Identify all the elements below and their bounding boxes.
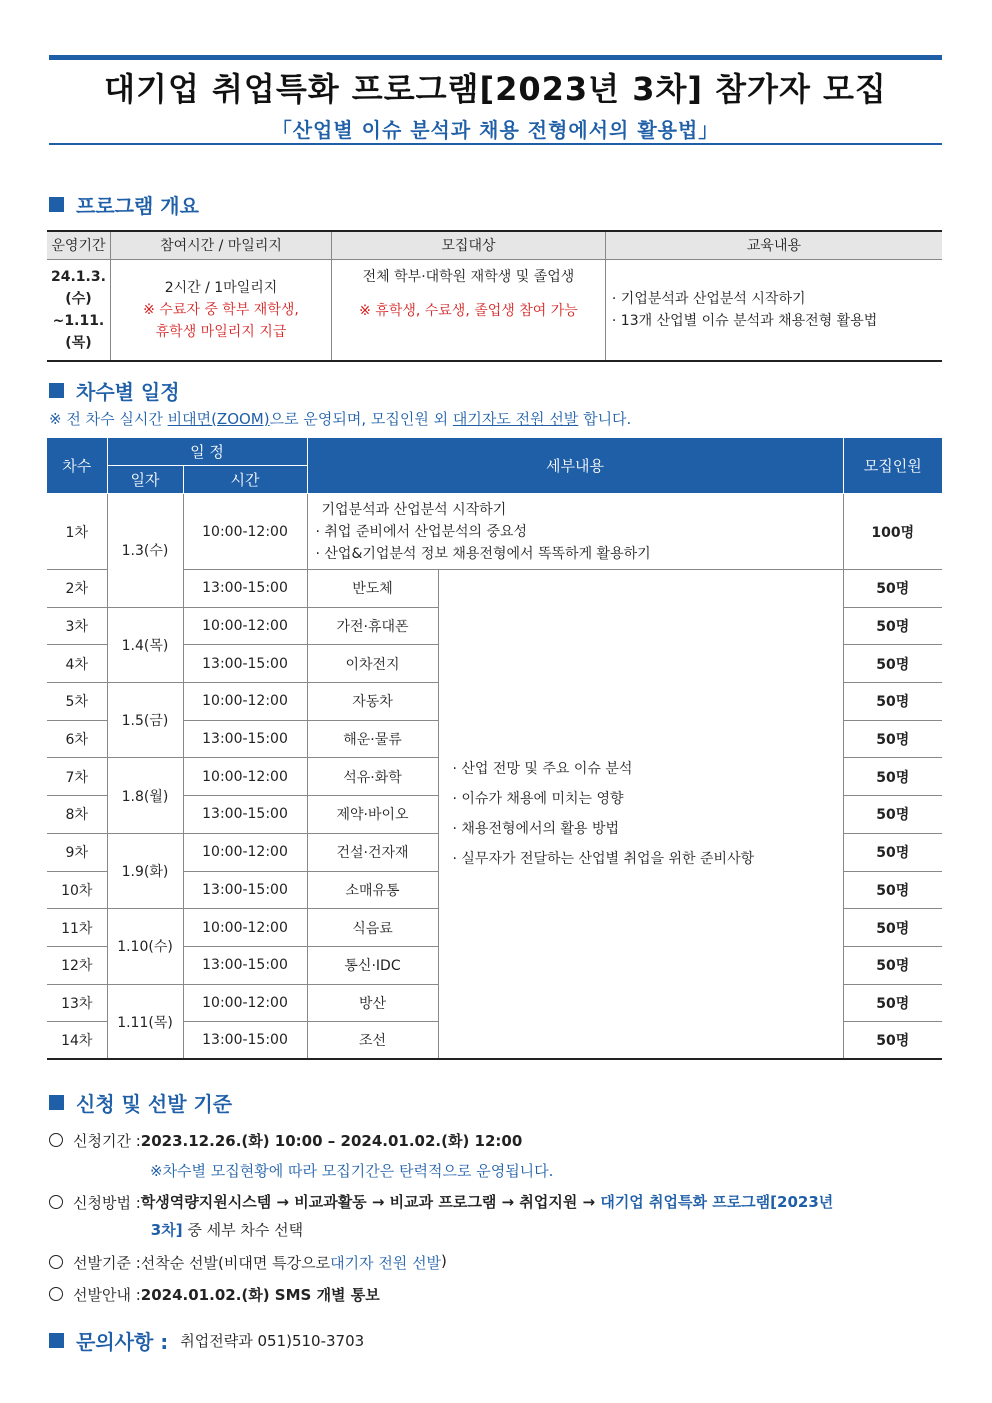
method-program-2: 3차] <box>150 1221 183 1239</box>
time-cell: 10:00-12:00 <box>183 607 307 645</box>
capacity-cell: 50명 <box>843 758 942 796</box>
topic-cell: 소매유통 <box>307 871 438 909</box>
overview-period <box>47 259 110 361</box>
overview-col-content: 교육내용 <box>605 231 942 259</box>
time-cell: 10:00-12:00 <box>183 984 307 1022</box>
application-period <box>49 1130 522 1151</box>
period-line1: 24.1.3.(수) <box>51 268 106 307</box>
col-capacity: 모집인원 <box>843 438 942 494</box>
industry-detail <box>438 570 843 1060</box>
topic-cell: 자동차 <box>307 683 438 721</box>
method-label: 신청방법 : <box>73 1194 141 1212</box>
round-cell: 4차 <box>47 645 107 683</box>
note-all: 대기자도 전원 선발 <box>452 410 579 428</box>
topic-cell: 가전·휴대폰 <box>307 607 438 645</box>
topic-cell: 반도체 <box>307 570 438 608</box>
schedule-heading-text: 차수별 일정 <box>76 380 180 404</box>
capacity-cell: 50명 <box>843 645 942 683</box>
time-mileage: 2시간 / 1마일리지 <box>164 279 278 296</box>
round-cell: 14차 <box>47 1022 107 1060</box>
topic-cell: 식음료 <box>307 909 438 947</box>
overview-content <box>605 259 942 361</box>
content-item-1: · 기업분석과 산업분석 시작하기 <box>611 290 806 307</box>
target-note: ※ 휴학생, 수료생, 졸업생 참여 가능 <box>359 302 578 319</box>
overview-heading-text: 프로그램 개요 <box>76 194 199 218</box>
capacity-cell: 50명 <box>843 909 942 947</box>
circle-bullet-icon <box>49 1195 63 1209</box>
capacity-cell: 50명 <box>843 607 942 645</box>
topic-cell: 석유·화학 <box>307 758 438 796</box>
overview-table <box>47 230 942 362</box>
period-note: ※차수별 모집현황에 따라 모집기간은 탄력적으로 운영됩니다. <box>150 1162 554 1180</box>
top-rule <box>49 55 942 60</box>
time-note-line2: 휴학생 마일리지 지급 <box>155 323 287 340</box>
contact-heading: 문의사항 : <box>76 1330 169 1354</box>
application-method <box>49 1192 929 1244</box>
period-label: 신청기간 : <box>73 1132 141 1150</box>
application-heading <box>49 1088 232 1117</box>
round-cell: 7차 <box>47 758 107 796</box>
notice-value: 2024.01.02.(화) SMS 개별 통보 <box>140 1286 380 1304</box>
page-subtitle: 「산업별 이슈 분석과 채용 전형에서의 활용법」 <box>271 118 720 142</box>
topic-cell: 조선 <box>307 1022 438 1060</box>
round-cell: 1차 <box>47 494 107 570</box>
method-text <box>141 1188 833 1244</box>
round-cell: 3차 <box>47 607 107 645</box>
capacity-cell: 50명 <box>843 833 942 871</box>
intro-detail <box>307 494 843 570</box>
time-note-line1: ※ 수료자 중 학부 재학생, <box>143 301 299 318</box>
square-bullet-icon <box>49 1095 64 1110</box>
overview-heading <box>49 190 199 219</box>
round-cell: 2차 <box>47 570 107 608</box>
topic-cell: 제약·바이오 <box>307 796 438 834</box>
overview-col-period: 운영기간 <box>47 231 110 259</box>
schedule-table <box>47 437 942 1060</box>
topic-cell: 통신·IDC <box>307 946 438 984</box>
overview-target <box>332 259 606 361</box>
select-tail: ) <box>441 1252 447 1270</box>
round-cell: 11차 <box>47 909 107 947</box>
application-notice <box>49 1284 380 1305</box>
date-cell: 1.8(월) <box>107 758 183 833</box>
circle-bullet-icon <box>49 1133 63 1147</box>
date-cell: 1.9(화) <box>107 833 183 908</box>
time-cell: 13:00-15:00 <box>183 871 307 909</box>
detail-item-3: · 채용전형에서의 활용 방법 <box>452 821 620 838</box>
detail-item-4: · 실무자가 전달하는 산업별 취업을 위한 준비사항 <box>452 851 755 868</box>
application-heading-text: 신청 및 선발 기준 <box>76 1092 233 1116</box>
capacity-cell: 50명 <box>843 1022 942 1060</box>
note-online: 비대면(ZOOM) <box>167 410 270 428</box>
round-cell: 9차 <box>47 833 107 871</box>
schedule-heading <box>49 376 180 405</box>
intro-item-1: · 취업 준비에서 산업분석의 중요성 <box>315 523 528 540</box>
round-cell: 8차 <box>47 796 107 834</box>
contact-section <box>49 1326 364 1355</box>
time-cell: 10:00-12:00 <box>183 758 307 796</box>
note-suffix: 합니다. <box>578 410 632 428</box>
round-cell: 12차 <box>47 946 107 984</box>
topic-cell: 해운·물류 <box>307 720 438 758</box>
round-cell: 10차 <box>47 871 107 909</box>
square-bullet-icon <box>49 383 64 398</box>
note-prefix: ※ 전 차수 실시간 <box>49 410 168 428</box>
capacity-cell: 50명 <box>843 720 942 758</box>
date-cell: 1.3(수) <box>107 494 183 608</box>
intro-title: 기업분석과 산업분석 시작하기 <box>321 501 507 518</box>
intro-item-2: · 산업&기업분석 정보 채용전형에서 똑똑하게 활용하기 <box>315 545 651 562</box>
square-bullet-icon <box>49 197 64 212</box>
round-cell: 13차 <box>47 984 107 1022</box>
time-cell: 10:00-12:00 <box>183 909 307 947</box>
topic-cell: 건설·건자재 <box>307 833 438 871</box>
time-cell: 13:00-15:00 <box>183 796 307 834</box>
round-cell: 5차 <box>47 683 107 721</box>
overview-col-target: 모집대상 <box>332 231 606 259</box>
period-line2: ~1.11.(목) <box>52 312 105 351</box>
capacity-cell: 50명 <box>843 946 942 984</box>
method-program: 대기업 취업특화 프로그램[2023년 <box>600 1193 834 1211</box>
period-value: 2023.12.26.(화) 10:00 – 2024.01.02.(화) 12:00 <box>140 1132 523 1150</box>
title-rule <box>49 143 942 145</box>
method-value: 학생역량지원시스템 → 비교과활동 → 비교과 프로그램 → 취업지원 → <box>140 1193 601 1211</box>
application-selection <box>49 1252 447 1273</box>
time-cell: 13:00-15:00 <box>183 1022 307 1060</box>
time-cell: 13:00-15:00 <box>183 946 307 984</box>
note-middle: 으로 운영되며, 모집인원 외 <box>269 410 453 428</box>
date-cell: 1.10(수) <box>107 909 183 984</box>
select-value: 선착순 선발(비대면 특강으로 <box>140 1254 331 1272</box>
circle-bullet-icon <box>49 1287 63 1301</box>
contact-value: 취업전략과 051)510-3703 <box>180 1332 365 1350</box>
select-blue: 대기자 전원 선발 <box>330 1254 442 1272</box>
time-cell: 13:00-15:00 <box>183 720 307 758</box>
col-round: 차수 <box>47 438 107 494</box>
method-tail: 중 세부 차수 선택 <box>182 1221 304 1239</box>
capacity-cell: 50명 <box>843 796 942 834</box>
target-text: 전체 학부·대학원 재학생 및 졸업생 <box>362 268 575 285</box>
topic-cell: 방산 <box>307 984 438 1022</box>
detail-item-2: · 이슈가 채용에 미치는 영향 <box>452 791 624 808</box>
overview-time-mileage <box>110 259 331 361</box>
date-cell: 1.11(목) <box>107 984 183 1059</box>
topic-cell: 이차전지 <box>307 645 438 683</box>
capacity-cell: 50명 <box>843 570 942 608</box>
time-cell: 10:00-12:00 <box>183 833 307 871</box>
square-bullet-icon <box>49 1333 64 1348</box>
col-date: 일자 <box>107 466 183 494</box>
round-cell: 6차 <box>47 720 107 758</box>
capacity-cell: 100명 <box>843 494 942 570</box>
overview-col-time: 참여시간 / 마일리지 <box>110 231 331 259</box>
date-cell: 1.4(목) <box>107 607 183 682</box>
content-item-2: · 13개 산업별 이슈 분석과 채용전형 활용법 <box>611 312 878 329</box>
capacity-cell: 50명 <box>843 984 942 1022</box>
col-schedule: 일 정 <box>107 438 307 466</box>
schedule-note <box>49 408 631 429</box>
time-cell: 10:00-12:00 <box>183 494 307 570</box>
notice-label: 선발안내 : <box>73 1286 141 1304</box>
capacity-cell: 50명 <box>843 871 942 909</box>
select-label: 선발기준 : <box>73 1254 141 1272</box>
time-cell: 13:00-15:00 <box>183 645 307 683</box>
circle-bullet-icon <box>49 1255 63 1269</box>
time-cell: 13:00-15:00 <box>183 570 307 608</box>
capacity-cell: 50명 <box>843 683 942 721</box>
col-time: 시간 <box>183 466 307 494</box>
time-cell: 10:00-12:00 <box>183 683 307 721</box>
detail-item-1: · 산업 전망 및 주요 이슈 분석 <box>452 761 633 778</box>
page-title: 대기업 취업특화 프로그램[2023년 3차] 참가자 모집 <box>104 70 887 108</box>
col-detail: 세부내용 <box>307 438 843 494</box>
date-cell: 1.5(금) <box>107 683 183 758</box>
